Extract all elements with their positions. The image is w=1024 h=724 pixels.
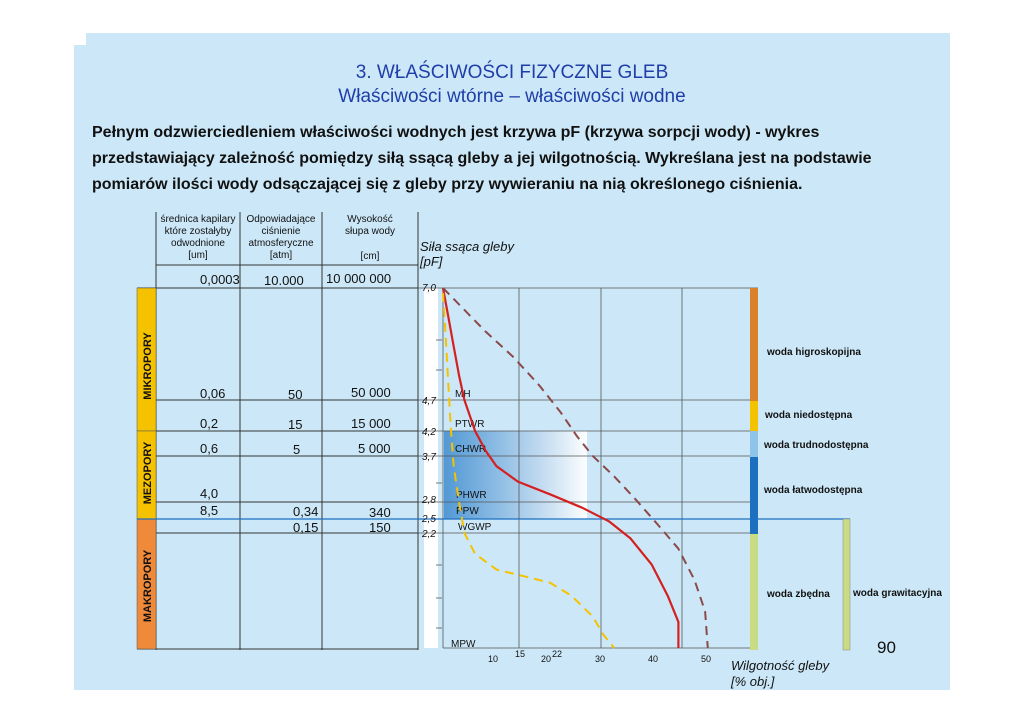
cell-r4-c0: 4,0: [200, 486, 219, 501]
x-tick-40: 40: [648, 654, 659, 664]
page-number: 90: [877, 638, 896, 657]
level-ptwr: PTWR: [455, 419, 485, 430]
cell-r1-c0: 0,06: [200, 386, 226, 401]
x-tick-10: 10: [488, 654, 499, 664]
water-grawitacyjna-label: woda grawitacyjna: [853, 588, 942, 599]
pf-axis-white-strip: [424, 288, 438, 648]
cell-r2-c2: 15 000: [351, 416, 391, 431]
pf-tick-7-0: 7,0: [422, 283, 436, 294]
cell-r1-c1: 50: [288, 387, 303, 402]
x-tick-30: 30: [595, 654, 606, 664]
cell-r3-c2: 5 000: [358, 441, 391, 456]
water-zbedna-block: [750, 534, 758, 650]
cell-r0-c0: 0,0003: [200, 272, 240, 287]
moisture-tick-labels: [488, 649, 711, 664]
pf-tick-4-7: 4,7: [422, 396, 436, 407]
cell-r1-c2: 50 000: [351, 385, 391, 400]
x-axis-title-line-2: [% obj.]: [731, 674, 775, 689]
water-higroskopijna-label: woda higroskopijna: [767, 347, 861, 358]
water-trudnodostepna-label: woda trudnodostępna: [764, 440, 869, 451]
intro-paragraph: Pełnym odzwierciedleniem właściwości wodnych jest krzywa pF (krzywa sorpcji wody) - wykres przedstawiający zależność pomiędzy siłą ssącą gleby a jej wilgotnością. Wykreślana jest na podstawie pomiarów ilości wody odsączającej się z gleby przy wywieraniu na nią określonego ciśnienia.: [92, 124, 872, 193]
header-3-line-4: [cm]: [360, 251, 380, 262]
header-2-line-2: ciśnienie: [261, 226, 301, 237]
cell-r5-c1: 0,34: [293, 504, 319, 519]
cell-r2-c0: 0,2: [200, 416, 219, 431]
cell-r6-c1: 0,15: [293, 520, 319, 535]
cell-r3-c1: 5: [293, 442, 301, 457]
cell-r2-c1: 15: [288, 417, 303, 432]
header-3-line-2: słupa wody: [344, 226, 396, 237]
cell-r3-c0: 0,6: [200, 441, 219, 456]
y-axis-title-line-1: Siła ssąca gleby: [420, 239, 514, 254]
level-mpw: MPW: [451, 639, 476, 650]
cell-r6-c2: 150: [369, 520, 391, 535]
water-grawitacyjna-block: [843, 519, 850, 650]
header-2-line-4: [atm]: [269, 250, 293, 261]
x-tick-50: 50: [701, 654, 712, 664]
pf-tick-4-2: 4,2: [422, 427, 436, 438]
pore-class-bar: [137, 288, 156, 649]
pf-tick-3-7: 3,7: [422, 452, 436, 463]
slide-subtitle: Właściwości wtórne – właściwości wodne: [338, 86, 686, 107]
pf-tick-2-2: 2,2: [422, 529, 436, 540]
header-1-line-4: [um]: [188, 250, 208, 261]
cell-r0-c2: 10 000 000: [326, 271, 392, 286]
pore-makropory-label: MAKROPORY: [142, 549, 154, 623]
table-values: [200, 271, 391, 535]
cell-r0-c1: 10.000: [264, 273, 304, 288]
pf-tick-2-8: 2,8: [422, 495, 436, 506]
header-2-line-1: Odpowiadające: [246, 214, 316, 225]
level-ppw: PPW: [456, 506, 479, 517]
level-mh: MH: [455, 389, 471, 400]
header-2-line-3: atmosferyczne: [248, 238, 314, 249]
x-axis-title-line-1: Wilgotność gleby: [731, 658, 830, 673]
water-trudnodostepna-block: [750, 431, 758, 457]
water-latwodostepna-label: woda łatwodostępna: [764, 485, 863, 496]
x-tick-22: 22: [552, 649, 563, 659]
level-phwr: PHWR: [456, 490, 487, 501]
cell-r5-c2: 340: [369, 505, 391, 520]
y-axis-title-line-2: [pF]: [420, 254, 443, 269]
water-higroskopijna-block: [750, 288, 758, 401]
water-zbedna-label: woda zbędna: [767, 589, 830, 600]
x-tick-20: 20: [541, 654, 552, 664]
level-chwr: CHWR: [455, 444, 487, 455]
x-tick-15: 15: [515, 649, 526, 659]
header-3-line-1: Wysokość: [347, 214, 393, 225]
water-niedostepna-label: woda niedostępna: [765, 410, 853, 421]
slide-title: 3. WŁAŚCIWOŚCI FIZYCZNE GLEB: [355, 62, 669, 83]
pf-tick-2-5: 2,5: [422, 514, 436, 525]
table-headers: [160, 214, 395, 262]
water-niedostepna-block: [750, 401, 758, 431]
water-latwodostepna-block: [750, 457, 758, 534]
cell-r5-c0: 8,5: [200, 503, 219, 518]
header-1-line-3: odwodnione: [171, 238, 225, 249]
level-wgwp: WGWP: [458, 522, 492, 533]
pore-mikropory-label: MIKROPORY: [142, 332, 154, 400]
header-1-line-2: które zostałyby: [164, 226, 232, 237]
water-category-labels: [763, 347, 942, 600]
header-1-line-1: średnica kapilary: [160, 214, 236, 225]
pore-mezopory-label: MEZOPORY: [142, 441, 154, 505]
